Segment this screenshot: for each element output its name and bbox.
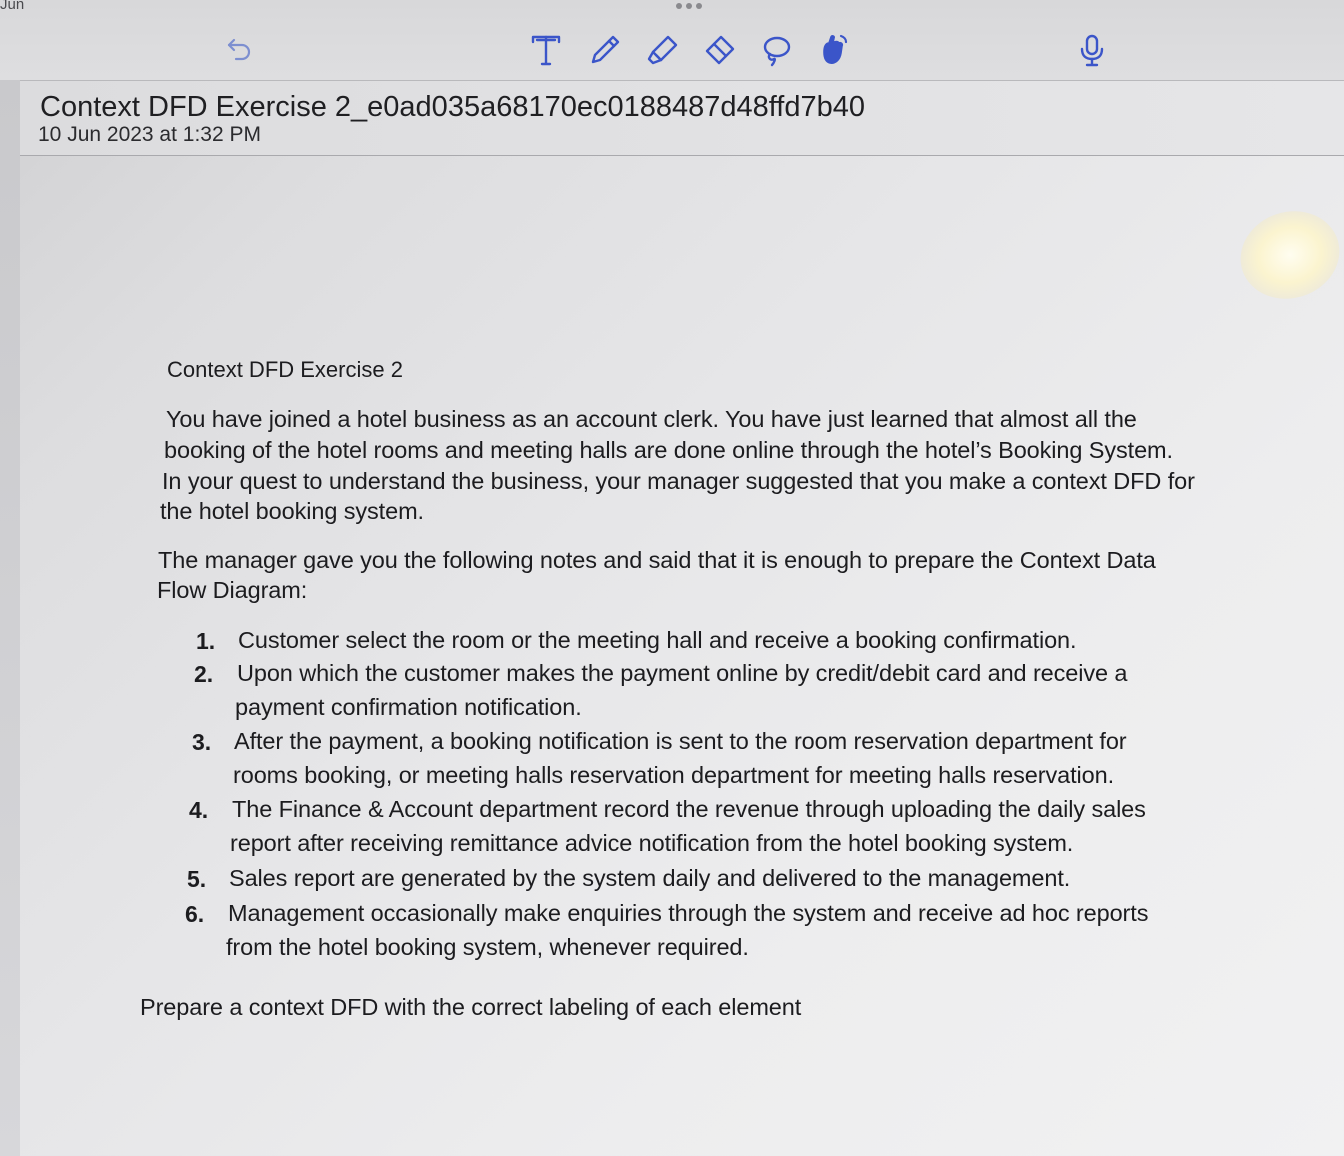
- corner-label: Jun: [0, 0, 25, 13]
- intro-line: In your quest to understand the business, your manager suggested that you make a context DFD for: [162, 468, 1195, 494]
- list-item-number: 5.: [187, 866, 207, 892]
- list-item-line: Sales report are generated by the system daily and delivered to the management.: [229, 865, 1071, 891]
- list-item-number: 2.: [194, 661, 214, 687]
- list-item-line: payment confirmation notification.: [235, 694, 582, 720]
- intro-line: the hotel booking system.: [160, 498, 424, 524]
- intro-line: booking of the hotel rooms and meeting halls are done online through the hotel’s Booking System.: [164, 437, 1173, 463]
- list-item-number: 4.: [189, 797, 209, 823]
- exercise-heading: Context DFD Exercise 2: [167, 357, 403, 382]
- list-item-line: After the payment, a booking notification is sent to the room reservation department for: [234, 728, 1127, 754]
- list-item-number: 3.: [192, 729, 212, 755]
- list-item-line: from the hotel booking system, whenever required.: [226, 934, 749, 960]
- intro-line: You have joined a hotel business as an account clerk. You have just learned that almost all the: [166, 406, 1137, 432]
- list-item-line: The Finance & Account department record the revenue through uploading the daily sales: [232, 796, 1146, 822]
- list-item-line: report after receiving remittance advice notification from the hotel booking system.: [230, 830, 1074, 856]
- list-item-number: 1.: [196, 628, 216, 654]
- manager-line: Flow Diagram:: [157, 577, 308, 603]
- closing-instruction: Prepare a context DFD with the correct labeling of each element: [140, 994, 802, 1020]
- list-item-line: rooms booking, or meeting halls reservation department for meeting halls reservation.: [233, 762, 1115, 788]
- list-item-line: Upon which the customer makes the payment online by credit/debit card and receive a: [237, 660, 1128, 686]
- document-date: 10 Jun 2023 at 1:32 PM: [38, 123, 261, 146]
- document-title: Context DFD Exercise 2_e0ad035a68170ec0188487d48ffd7b40: [40, 91, 865, 123]
- manager-line: The manager gave you the following notes and said that it is enough to prepare the Context Data: [158, 547, 1156, 573]
- list-item-line: Customer select the room or the meeting hall and receive a booking confirmation.: [238, 627, 1077, 653]
- list-item-line: Management occasionally make enquiries through the system and receive ad hoc reports: [228, 900, 1149, 926]
- list-item-number: 6.: [185, 901, 205, 927]
